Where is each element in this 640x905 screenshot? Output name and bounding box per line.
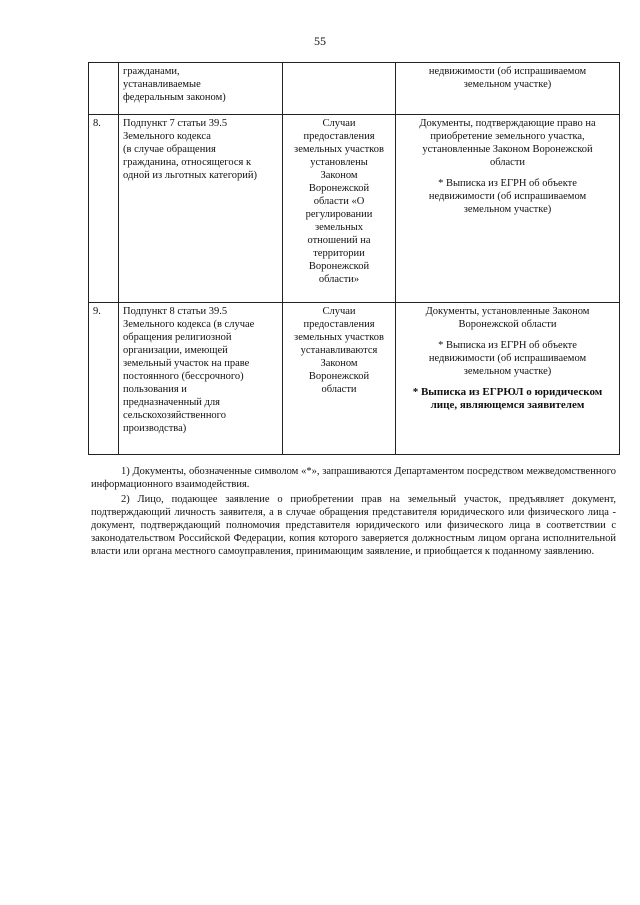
documents-cell	[396, 303, 620, 455]
procedures-table	[88, 62, 620, 455]
cases-text: Случаи предоставления земельных участков устанавливаются Законом Воронежской области	[294, 306, 384, 395]
footnote: 2) Лицо, подающее заявление о приобретении прав на земельный участок, предъявляет документ, подтверждающий личность заявителя, а в случае обращения представителя юридического или физического лица - документ, подтверждающий полномочия представителя юридического или физического лица в соответствии с законодательством Российской Федерации, копия которого заверяется должностным лицом органа исполнительной власти или органа местного самоуправления, принимающим заявление, и приобщается к поданному заявлению.	[91, 494, 616, 557]
cases-text: Случаи предоставления земельных участков установлены Законом Воронежской области «О регулировании земельных отношений на территории Воронежской области»	[294, 118, 384, 285]
documents-cell	[396, 63, 620, 115]
legal-basis-text: гражданами, устанавливаемые федеральным законом)	[123, 66, 226, 103]
legal-basis-text: Подпункт 8 статьи 39.5 Земельного кодекса (в случае обращения религиозной организации, имеющей земельный участок на праве постоянного (бессрочного) пользования и предназначенный для сельскохозяйственного производства)	[123, 306, 255, 434]
documents-cell	[396, 115, 620, 303]
table-row	[89, 115, 620, 303]
document-item: недвижимости (об испрашиваемом земельном участке)	[428, 66, 587, 90]
cases-cell	[283, 115, 396, 303]
cases-cell	[283, 63, 396, 115]
table-row	[89, 303, 620, 455]
document-item: * Выписка из ЕГРЮЛ о юридическом лице, являющемся заявителем	[412, 386, 603, 411]
table-row	[89, 63, 620, 115]
legal-basis-text: Подпункт 7 статьи 39.5 Земельного кодекса (в случае обращения гражданина, относящегося к одной из льготных категорий)	[123, 118, 257, 181]
document-item: Документы, установленные Законом Воронежской области	[425, 306, 590, 330]
row-number: 9.	[89, 303, 119, 455]
document-item: Документы, подтверждающие право на приобретение земельного участка, установленные Законом Воронежской области	[419, 118, 596, 168]
cases-cell	[283, 303, 396, 455]
page-number: 55	[314, 34, 326, 48]
legal-basis-cell	[119, 303, 283, 455]
row-number: 8.	[89, 115, 119, 303]
footnote: 1) Документы, обозначенные символом «*», запрашиваются Департаментом посредством межведомственного информационного взаимодействия.	[91, 466, 616, 490]
row-number	[89, 63, 119, 115]
document-item: * Выписка из ЕГРН об объекте недвижимости (об испрашиваемом земельном участке)	[428, 178, 587, 215]
document-item: * Выписка из ЕГРН об объекте недвижимости (об испрашиваемом земельном участке)	[428, 340, 587, 377]
legal-basis-cell	[119, 115, 283, 303]
legal-basis-cell	[119, 63, 283, 115]
footnotes	[91, 465, 616, 560]
